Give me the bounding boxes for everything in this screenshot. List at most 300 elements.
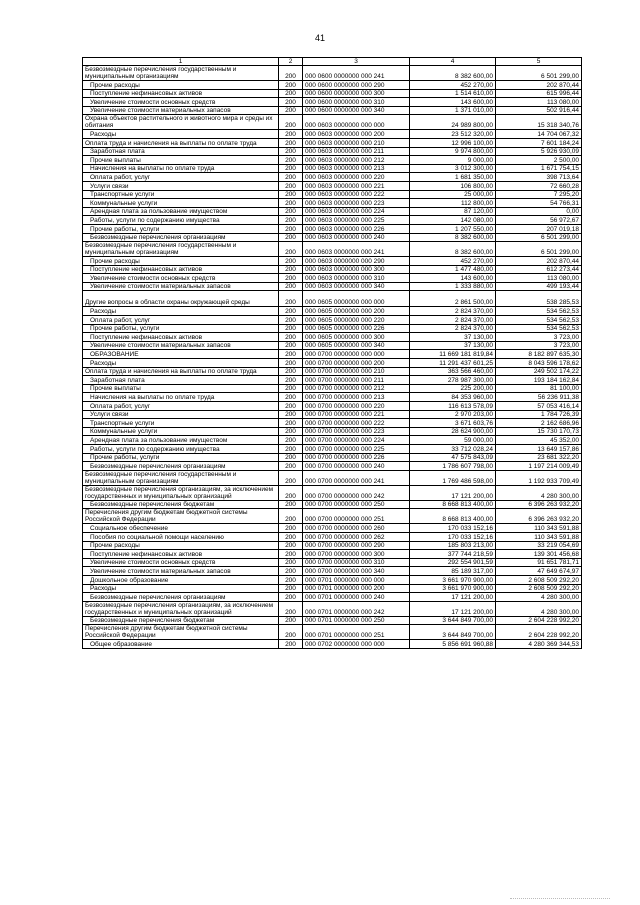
row-planned-amount: 11 291 437 601,25 — [410, 359, 496, 368]
row-planned-amount: 87 120,00 — [410, 207, 496, 216]
table-row — [83, 291, 582, 307]
row-classification-code: 000 0605 0000000 000 300 — [303, 333, 410, 342]
row-executed-amount: 57 053 416,14 — [496, 402, 582, 411]
row-name: Арендная плата за пользование имуществом — [83, 207, 279, 216]
table-row — [83, 350, 582, 359]
row-classification-code: 000 0700 0000000 000 240 — [303, 462, 410, 471]
row-executed-amount: 502 916,44 — [496, 106, 582, 115]
row-name: Безвозмездные перечисления государственным и муниципальным организациям — [83, 470, 279, 485]
row-classification-code: 000 0700 0000000 000 250 — [303, 500, 410, 509]
row-classification-code: 000 0603 0000000 000 211 — [303, 147, 410, 156]
row-planned-amount: 8 668 813 400,00 — [410, 509, 496, 524]
row-planned-amount: 8 382 600,00 — [410, 242, 496, 257]
row-planned-amount: 12 996 100,00 — [410, 138, 496, 147]
row-name: Коммунальные услуги — [83, 199, 279, 208]
row-planned-amount: 116 613 578,09 — [410, 402, 496, 411]
row-executed-amount: 56 236 911,38 — [496, 393, 582, 402]
row-executed-amount: 207 019,18 — [496, 224, 582, 233]
row-line-code: 200 — [279, 558, 303, 567]
row-line-code: 200 — [279, 436, 303, 445]
row-name: Увеличение стоимости основных средств — [83, 98, 279, 107]
row-name: Оплата труда и начисления на выплаты по оплате труда — [83, 367, 279, 376]
row-classification-code: 000 0600 0000000 000 241 — [303, 66, 410, 81]
row-executed-amount: 4 280 300,00 — [496, 601, 582, 616]
row-name: Оплата работ, услуг — [83, 173, 279, 182]
row-line-code: 200 — [279, 98, 303, 107]
row-name: Прочие расходы — [83, 81, 279, 90]
row-executed-amount: 139 301 456,68 — [496, 550, 582, 559]
row-classification-code: 000 0700 0000000 000 290 — [303, 541, 410, 550]
row-classification-code: 000 0700 0000000 000 224 — [303, 436, 410, 445]
row-line-code: 200 — [279, 593, 303, 602]
table-row — [83, 601, 582, 616]
row-executed-amount: 202 870,44 — [496, 81, 582, 90]
table-row — [83, 402, 582, 411]
row-classification-code: 000 0700 0000000 000 300 — [303, 550, 410, 559]
row-executed-amount: 499 193,44 — [496, 282, 582, 291]
table-row — [83, 485, 582, 500]
row-line-code: 200 — [279, 224, 303, 233]
row-name: Увеличение стоимости материальных запасов — [83, 567, 279, 576]
table-row — [83, 274, 582, 283]
row-planned-amount: 59 000,00 — [410, 436, 496, 445]
row-classification-code: 000 0600 0000000 000 340 — [303, 106, 410, 115]
row-executed-amount: 72 660,28 — [496, 181, 582, 190]
row-classification-code: 000 0700 0000000 000 225 — [303, 444, 410, 453]
row-name: Безвозмездные перечисления организациям — [83, 462, 279, 471]
row-executed-amount: 1 197 214 009,49 — [496, 462, 582, 471]
table-row — [83, 324, 582, 333]
table-row — [83, 462, 582, 471]
row-line-code: 200 — [279, 138, 303, 147]
table-row — [83, 265, 582, 274]
table-row — [83, 550, 582, 559]
row-classification-code: 000 0603 0000000 000 290 — [303, 257, 410, 266]
row-executed-amount: 1 671 754,15 — [496, 164, 582, 173]
row-planned-amount: 1 477 480,00 — [410, 265, 496, 274]
row-line-code: 200 — [279, 316, 303, 325]
row-executed-amount: 1 192 933 709,49 — [496, 470, 582, 485]
table-row — [83, 593, 582, 602]
row-line-code: 200 — [279, 333, 303, 342]
row-line-code: 200 — [279, 350, 303, 359]
row-planned-amount: 292 554 901,59 — [410, 558, 496, 567]
row-executed-amount: 15 730 170,73 — [496, 427, 582, 436]
row-classification-code: 000 0700 0000000 000 262 — [303, 532, 410, 541]
row-planned-amount: 1 786 607 798,00 — [410, 462, 496, 471]
row-line-code: 200 — [279, 584, 303, 593]
row-planned-amount: 278 987 300,00 — [410, 376, 496, 385]
row-name: Поступление нефинансовых активов — [83, 265, 279, 274]
row-name: Услуги связи — [83, 181, 279, 190]
row-line-code: 200 — [279, 173, 303, 182]
row-classification-code: 000 0603 0000000 000 212 — [303, 156, 410, 165]
row-planned-amount: 84 353 960,00 — [410, 393, 496, 402]
table-row — [83, 444, 582, 453]
row-classification-code: 000 0605 0000000 000 200 — [303, 307, 410, 316]
table-row — [83, 376, 582, 385]
row-planned-amount: 17 121 200,00 — [410, 601, 496, 616]
row-planned-amount: 1 333 880,00 — [410, 282, 496, 291]
row-name: Дошкольное образование — [83, 575, 279, 584]
table-row — [83, 509, 582, 524]
row-name: Начисления на выплаты по оплате труда — [83, 393, 279, 402]
table-row — [83, 242, 582, 257]
table-row — [83, 575, 582, 584]
row-executed-amount: 2 608 509 292,20 — [496, 584, 582, 593]
row-classification-code: 000 0700 0000000 000 212 — [303, 384, 410, 393]
row-line-code: 200 — [279, 66, 303, 81]
row-line-code: 200 — [279, 616, 303, 625]
row-planned-amount: 85 189 317,00 — [410, 567, 496, 576]
row-name: Поступление нефинансовых активов — [83, 550, 279, 559]
row-name: Перечисления другим бюджетам бюджетной системы Российской Федерации — [83, 509, 279, 524]
row-executed-amount: 2 604 228 992,20 — [496, 616, 582, 625]
row-name: Транспортные услуги — [83, 419, 279, 428]
row-line-code: 200 — [279, 307, 303, 316]
table-row — [83, 164, 582, 173]
row-executed-amount: 7 295,20 — [496, 190, 582, 199]
row-line-code: 200 — [279, 291, 303, 307]
row-classification-code: 000 0700 0000000 000 220 — [303, 402, 410, 411]
table-row — [83, 558, 582, 567]
row-line-code: 200 — [279, 532, 303, 541]
row-name: Прочие выплаты — [83, 384, 279, 393]
table-row — [83, 115, 582, 130]
row-classification-code: 000 0603 0000000 000 340 — [303, 282, 410, 291]
row-line-code: 200 — [279, 106, 303, 115]
scan-edge-mark — [510, 895, 610, 899]
row-name: Прочие работы, услуги — [83, 453, 279, 462]
row-name: Пособия по социальной помощи населению — [83, 532, 279, 541]
table-row — [83, 524, 582, 533]
row-executed-amount: 13 649 157,86 — [496, 444, 582, 453]
row-classification-code: 000 0603 0000000 000 224 — [303, 207, 410, 216]
row-line-code: 200 — [279, 216, 303, 225]
row-classification-code: 000 0605 0000000 000 226 — [303, 324, 410, 333]
table-row — [83, 181, 582, 190]
row-planned-amount: 5 856 691 960,88 — [410, 640, 496, 649]
row-planned-amount: 1 207 550,00 — [410, 224, 496, 233]
table-row — [83, 393, 582, 402]
row-planned-amount: 8 668 813 400,00 — [410, 500, 496, 509]
row-planned-amount: 9 000,00 — [410, 156, 496, 165]
table-header-row — [83, 58, 582, 66]
row-executed-amount: 6 396 263 932,20 — [496, 500, 582, 509]
row-classification-code: 000 0603 0000000 000 223 — [303, 199, 410, 208]
row-line-code: 200 — [279, 274, 303, 283]
row-name: Безвозмездные перечисления организациям, за исключением государственных и муниципальных организаций — [83, 485, 279, 500]
row-line-code: 200 — [279, 402, 303, 411]
table-row — [83, 233, 582, 242]
column-header: 4 — [410, 58, 496, 66]
row-line-code: 200 — [279, 367, 303, 376]
row-line-code: 200 — [279, 541, 303, 550]
row-planned-amount: 2 824 370,00 — [410, 316, 496, 325]
row-planned-amount: 1 514 610,00 — [410, 89, 496, 98]
row-line-code: 200 — [279, 393, 303, 402]
row-planned-amount: 452 270,00 — [410, 81, 496, 90]
row-classification-code: 000 0603 0000000 000 221 — [303, 181, 410, 190]
row-name: Транспортные услуги — [83, 190, 279, 199]
row-planned-amount: 3 671 603,76 — [410, 419, 496, 428]
row-line-code: 200 — [279, 376, 303, 385]
row-classification-code: 000 0700 0000000 000 241 — [303, 470, 410, 485]
row-line-code: 200 — [279, 509, 303, 524]
row-name: Безвозмездные перечисления государственным и муниципальным организациям — [83, 66, 279, 81]
row-planned-amount: 47 575 843,09 — [410, 453, 496, 462]
row-name: Оплата работ, услуг — [83, 316, 279, 325]
table-row — [83, 333, 582, 342]
row-executed-amount: 56 972,67 — [496, 216, 582, 225]
row-planned-amount: 3 661 970 900,00 — [410, 584, 496, 593]
row-name: Социальное обеспечение — [83, 524, 279, 533]
row-line-code: 200 — [279, 444, 303, 453]
row-executed-amount: 6 501 299,00 — [496, 233, 582, 242]
row-name: Другие вопросы в области охраны окружающей среды — [83, 291, 279, 307]
row-planned-amount: 185 803 213,00 — [410, 541, 496, 550]
table-row — [83, 216, 582, 225]
row-classification-code: 000 0700 0000000 000 340 — [303, 567, 410, 576]
row-line-code: 200 — [279, 265, 303, 274]
column-header: 5 — [496, 58, 582, 66]
row-classification-code: 000 0603 0000000 000 225 — [303, 216, 410, 225]
row-line-code: 200 — [279, 324, 303, 333]
row-planned-amount: 28 624 900,00 — [410, 427, 496, 436]
row-line-code: 200 — [279, 640, 303, 649]
row-planned-amount: 11 669 181 819,84 — [410, 350, 496, 359]
row-name: Расходы — [83, 307, 279, 316]
table-row — [83, 224, 582, 233]
row-classification-code: 000 0700 0000000 000 242 — [303, 485, 410, 500]
row-planned-amount: 2 824 370,00 — [410, 307, 496, 316]
row-name: Безвозмездные перечисления государственным и муниципальным организациям — [83, 242, 279, 257]
row-name: Заработная плата — [83, 376, 279, 385]
row-executed-amount: 3 723,00 — [496, 341, 582, 350]
row-classification-code: 000 0600 0000000 000 300 — [303, 89, 410, 98]
row-line-code: 200 — [279, 500, 303, 509]
row-line-code: 200 — [279, 233, 303, 242]
table-row — [83, 640, 582, 649]
row-executed-amount: 202 870,44 — [496, 257, 582, 266]
row-name: Прочие расходы — [83, 257, 279, 266]
table-row — [83, 89, 582, 98]
row-line-code: 200 — [279, 462, 303, 471]
row-name: Расходы — [83, 130, 279, 139]
table-row — [83, 532, 582, 541]
row-line-code: 200 — [279, 453, 303, 462]
table-row — [83, 367, 582, 376]
row-line-code: 200 — [279, 524, 303, 533]
row-executed-amount: 612 273,44 — [496, 265, 582, 274]
table-row — [83, 453, 582, 462]
row-classification-code: 000 0603 0000000 000 226 — [303, 224, 410, 233]
row-planned-amount: 3 661 970 900,00 — [410, 575, 496, 584]
row-planned-amount: 1 371 010,00 — [410, 106, 496, 115]
row-executed-amount: 15 318 340,76 — [496, 115, 582, 130]
row-planned-amount: 3 644 849 700,00 — [410, 616, 496, 625]
table-row — [83, 419, 582, 428]
row-executed-amount: 249 502 174,22 — [496, 367, 582, 376]
row-classification-code: 000 0700 0000000 000 211 — [303, 376, 410, 385]
row-name: Заработная плата — [83, 147, 279, 156]
row-line-code: 200 — [279, 115, 303, 130]
row-executed-amount: 1 784 726,39 — [496, 410, 582, 419]
row-name: Оплата работ, услуг — [83, 402, 279, 411]
row-line-code: 200 — [279, 341, 303, 350]
column-header: 3 — [303, 58, 410, 66]
table-row — [83, 316, 582, 325]
row-name: Увеличение стоимости основных средств — [83, 558, 279, 567]
row-name: Работы, услуги по содержанию имущества — [83, 444, 279, 453]
row-name: Безвозмездные перечисления организациям, за исключением государственных и муниципальных организаций — [83, 601, 279, 616]
row-name: Оплата труда и начисления на выплаты по оплате труда — [83, 138, 279, 147]
row-name: ОБРАЗОВАНИЕ — [83, 350, 279, 359]
row-name: Арендная плата за пользование имуществом — [83, 436, 279, 445]
row-line-code: 200 — [279, 164, 303, 173]
row-executed-amount: 0,00 — [496, 207, 582, 216]
row-line-code: 200 — [279, 410, 303, 419]
row-classification-code: 000 0603 0000000 000 220 — [303, 173, 410, 182]
row-executed-amount: 54 766,31 — [496, 199, 582, 208]
row-line-code: 200 — [279, 89, 303, 98]
row-executed-amount: 14 704 067,32 — [496, 130, 582, 139]
row-planned-amount: 37 130,00 — [410, 333, 496, 342]
table-row — [83, 207, 582, 216]
row-planned-amount: 33 712 028,24 — [410, 444, 496, 453]
row-executed-amount: 5 926 930,09 — [496, 147, 582, 156]
row-line-code: 200 — [279, 147, 303, 156]
budget-execution-table — [82, 57, 582, 649]
table-row — [83, 156, 582, 165]
row-executed-amount: 4 280 300,00 — [496, 593, 582, 602]
row-name: Работы, услуги по содержанию имущества — [83, 216, 279, 225]
table-row — [83, 106, 582, 115]
row-classification-code: 000 0701 0000000 000 240 — [303, 593, 410, 602]
row-classification-code: 000 0605 0000000 000 340 — [303, 341, 410, 350]
row-executed-amount: 23 681 322,20 — [496, 453, 582, 462]
row-planned-amount: 2 861 500,00 — [410, 291, 496, 307]
row-planned-amount: 142 080,00 — [410, 216, 496, 225]
row-line-code: 200 — [279, 359, 303, 368]
row-executed-amount: 2 162 686,96 — [496, 419, 582, 428]
row-name: Безвозмездные перечисления бюджетам — [83, 500, 279, 509]
row-executed-amount: 8 043 596 178,62 — [496, 359, 582, 368]
row-planned-amount: 1 769 486 598,00 — [410, 470, 496, 485]
row-classification-code: 000 0700 0000000 000 221 — [303, 410, 410, 419]
row-planned-amount: 2 824 370,00 — [410, 324, 496, 333]
row-executed-amount: 534 562,53 — [496, 316, 582, 325]
table-row — [83, 616, 582, 625]
row-executed-amount: 45 352,00 — [496, 436, 582, 445]
row-executed-amount: 6 396 263 932,20 — [496, 509, 582, 524]
row-planned-amount: 1 681 350,00 — [410, 173, 496, 182]
row-executed-amount: 7 601 184,24 — [496, 138, 582, 147]
row-executed-amount: 113 080,00 — [496, 274, 582, 283]
row-executed-amount: 113 080,00 — [496, 98, 582, 107]
table-row — [83, 257, 582, 266]
row-classification-code: 000 0700 0000000 000 213 — [303, 393, 410, 402]
row-classification-code: 000 0701 0000000 000 200 — [303, 584, 410, 593]
row-executed-amount: 91 651 781,71 — [496, 558, 582, 567]
table-row — [83, 130, 582, 139]
row-line-code: 200 — [279, 257, 303, 266]
row-name: Безвозмездные перечисления организациям — [83, 593, 279, 602]
row-executed-amount: 47 649 674,97 — [496, 567, 582, 576]
column-header: 2 — [279, 58, 303, 66]
table-row — [83, 410, 582, 419]
row-classification-code: 000 0700 0000000 000 210 — [303, 367, 410, 376]
row-executed-amount: 2 608 509 292,20 — [496, 575, 582, 584]
row-name: Поступление нефинансовых активов — [83, 333, 279, 342]
row-planned-amount: 37 130,00 — [410, 341, 496, 350]
row-line-code: 200 — [279, 130, 303, 139]
row-classification-code: 000 0603 0000000 000 222 — [303, 190, 410, 199]
row-classification-code: 000 0605 0000000 000 220 — [303, 316, 410, 325]
row-classification-code: 000 0700 0000000 000 222 — [303, 419, 410, 428]
row-classification-code: 000 0701 0000000 000 242 — [303, 601, 410, 616]
row-classification-code: 000 0700 0000000 000 226 — [303, 453, 410, 462]
row-classification-code: 000 0700 0000000 000 000 — [303, 350, 410, 359]
row-executed-amount: 110 343 591,88 — [496, 532, 582, 541]
row-executed-amount: 8 182 897 635,30 — [496, 350, 582, 359]
row-planned-amount: 225 200,00 — [410, 384, 496, 393]
row-classification-code: 000 0605 0000000 000 000 — [303, 291, 410, 307]
row-line-code: 200 — [279, 282, 303, 291]
row-planned-amount: 170 033 152,16 — [410, 524, 496, 533]
row-executed-amount: 193 184 162,84 — [496, 376, 582, 385]
row-line-code: 200 — [279, 601, 303, 616]
row-line-code: 200 — [279, 156, 303, 165]
row-classification-code: 000 0701 0000000 000 000 — [303, 575, 410, 584]
row-executed-amount: 110 343 591,88 — [496, 524, 582, 533]
row-line-code: 200 — [279, 625, 303, 640]
row-planned-amount: 24 989 800,00 — [410, 115, 496, 130]
row-name: Расходы — [83, 584, 279, 593]
row-classification-code: 000 0600 0000000 000 310 — [303, 98, 410, 107]
column-header: 1 — [83, 58, 279, 66]
row-executed-amount: 398 713,64 — [496, 173, 582, 182]
row-executed-amount: 534 562,53 — [496, 307, 582, 316]
row-classification-code: 000 0603 0000000 000 310 — [303, 274, 410, 283]
row-classification-code: 000 0603 0000000 000 000 — [303, 115, 410, 130]
row-executed-amount: 33 219 054,69 — [496, 541, 582, 550]
row-classification-code: 000 0603 0000000 000 300 — [303, 265, 410, 274]
row-classification-code: 000 0700 0000000 000 310 — [303, 558, 410, 567]
table-row — [83, 282, 582, 291]
table-row — [83, 98, 582, 107]
row-executed-amount: 615 996,44 — [496, 89, 582, 98]
table-row — [83, 147, 582, 156]
row-planned-amount: 23 512 320,00 — [410, 130, 496, 139]
row-classification-code: 000 0701 0000000 000 250 — [303, 616, 410, 625]
table-row — [83, 625, 582, 640]
row-classification-code: 000 0702 0000000 000 000 — [303, 640, 410, 649]
row-planned-amount: 3 012 300,00 — [410, 164, 496, 173]
row-planned-amount: 363 566 460,00 — [410, 367, 496, 376]
row-planned-amount: 106 800,00 — [410, 181, 496, 190]
row-name: Безвозмездные перечисления бюджетам — [83, 616, 279, 625]
row-classification-code: 000 0700 0000000 000 223 — [303, 427, 410, 436]
row-planned-amount: 170 033 152,16 — [410, 532, 496, 541]
table-row — [83, 500, 582, 509]
row-classification-code: 000 0603 0000000 000 240 — [303, 233, 410, 242]
row-name: Безвозмездные перечисления организациям — [83, 233, 279, 242]
row-classification-code: 000 0600 0000000 000 290 — [303, 81, 410, 90]
row-classification-code: 000 0603 0000000 000 213 — [303, 164, 410, 173]
row-classification-code: 000 0701 0000000 000 251 — [303, 625, 410, 640]
row-planned-amount: 8 382 600,00 — [410, 233, 496, 242]
